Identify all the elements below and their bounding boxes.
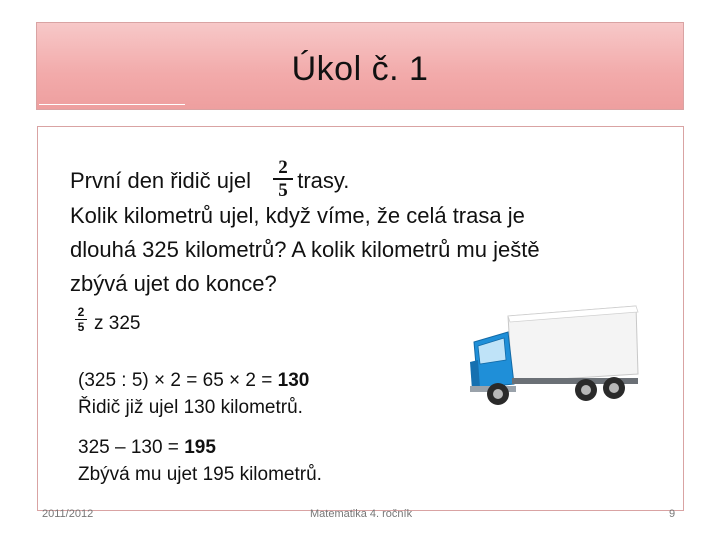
solution-step-1-text: Řidič již ujel 130 kilometrů. [78,397,303,418]
title-accent-line [39,104,185,105]
solution-fraction [75,306,87,333]
solution-of-text: z 325 [94,313,141,334]
question-line-1 [70,168,349,194]
question-fraction [272,158,294,200]
solution-step-2-result: 195 [184,437,216,458]
solution-step-2 [78,437,216,459]
truck-icon [468,302,646,410]
solution-fraction-numerator: 2 [77,305,85,319]
solution-step-2-text: Zbývá mu ujet 195 kilometrů. [78,464,322,485]
question-fraction-denominator: 5 [278,180,288,201]
solution-step-1-expression: (325 : 5) × 2 = 65 × 2 = [78,370,278,391]
question-line-4: zbývá ujet do konce? [70,271,277,296]
solution-step-1-result: 130 [277,370,310,391]
question-line-2: Kolik kilometrů ujel, když víme, že celá trasa je [70,203,525,228]
solution-step-1 [78,370,309,392]
slide-title: Úkol č. 1 [291,50,429,88]
solution-step-2-expression: 325 – 130 = [78,437,185,458]
question-line-1-start: První den řidič ujel [70,168,251,193]
footer-page-number: 9 [669,508,676,520]
solution-fraction-denominator: 5 [77,320,85,334]
question-line-3: dlouhá 325 kilometrů? A kolik kilometrů mu ještě [70,237,540,262]
footer-subject: Matematika 4. ročník [310,508,413,520]
footer-date: 2011/2012 [42,508,94,520]
question-line-1-end: trasy. [297,168,350,193]
question-fraction-numerator: 2 [278,157,288,178]
